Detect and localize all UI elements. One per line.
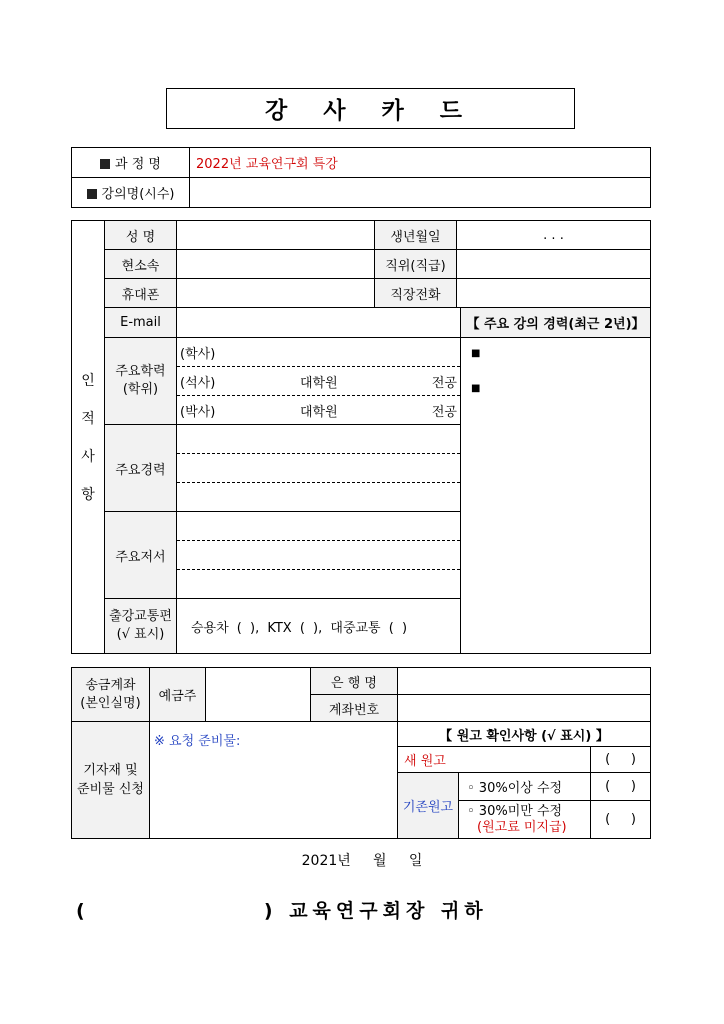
under-30-check[interactable]: ( )	[591, 801, 651, 839]
bank-name-field[interactable]	[398, 668, 651, 695]
account-label: 송금계좌 (본인실명)	[72, 668, 150, 722]
footer-signature: ( ) 교육연구회장 귀하	[76, 900, 488, 922]
bank-table	[71, 667, 651, 839]
mobile-label: 휴대폰	[105, 279, 177, 308]
course-name-label: 과 정 명	[72, 148, 190, 178]
materials-field[interactable]	[150, 722, 398, 839]
career-header: 【 주요 강의 경력(최근 2년)】	[461, 308, 651, 338]
personal-table	[71, 220, 651, 654]
materials-note: ※ 요청 준비물:	[154, 734, 241, 749]
personal-side-label: 인 적 사 항	[72, 221, 105, 654]
mobile-field[interactable]	[177, 279, 375, 308]
name-field[interactable]	[177, 221, 375, 250]
new-manuscript-label: 새 원고	[398, 747, 591, 773]
check-header: 【 원고 확인사항 (√ 표시) 】	[398, 722, 651, 747]
work-phone-field[interactable]	[457, 279, 651, 308]
account-no-label: 계좌번호	[311, 695, 398, 722]
work-phone-label: 직장전화	[375, 279, 457, 308]
affiliation-field[interactable]	[177, 250, 375, 279]
books-label: 주요저서	[105, 512, 177, 599]
affiliation-label: 현소속	[105, 250, 177, 279]
existing-manuscript-label: 기존원고	[398, 773, 459, 839]
birth-label: 생년월일	[375, 221, 457, 250]
transport-field[interactable]: 승용차 ( ), KTX ( ), 대중교통 ( )	[177, 599, 461, 654]
holder-label: 예금주	[150, 668, 206, 722]
new-manuscript-check[interactable]: ( )	[591, 747, 651, 773]
education-row[interactable]: (학사)	[177, 338, 460, 367]
birth-field[interactable]: . . .	[457, 221, 651, 250]
email-field[interactable]	[177, 308, 461, 338]
checkbox-icon	[87, 189, 97, 199]
position-label: 직위(직급)	[375, 250, 457, 279]
holder-field[interactable]	[206, 668, 311, 722]
position-field[interactable]	[457, 250, 651, 279]
under-30-cell	[459, 801, 591, 839]
transport-label: 출강교통편 (√ 표시)	[105, 599, 177, 654]
education-label: 주요학력 (학위)	[105, 338, 177, 425]
course-name-value[interactable]: 2022년 교육연구회 특강	[190, 148, 651, 178]
career-list-field[interactable]	[461, 338, 651, 654]
career-label: 주요경력	[105, 425, 177, 512]
lecture-name-label: 강의명(시수)	[72, 178, 190, 208]
education-row[interactable]: (석사) 대학원 전공	[177, 367, 460, 396]
bullet-icon: ■	[471, 383, 481, 394]
bank-name-label: 은 행 명	[311, 668, 398, 695]
over-30-label: ◦ 30%이상 수정	[459, 773, 591, 801]
career-field[interactable]	[177, 425, 461, 512]
under-30-label: ◦ 30%미만 수정	[467, 803, 563, 819]
course-table	[71, 147, 651, 208]
footer-date: 2021년 월 일	[301, 853, 423, 869]
name-label: 성 명	[105, 221, 177, 250]
books-field[interactable]	[177, 512, 461, 599]
under-30-note: (원고료 미지급)	[477, 819, 567, 835]
materials-label: 기자재 및 준비물 신청	[72, 722, 150, 839]
account-no-field[interactable]	[398, 695, 651, 722]
over-30-check[interactable]: ( )	[591, 773, 651, 801]
lecture-name-field[interactable]	[190, 178, 651, 208]
page-title: 강 사 카 드	[166, 88, 575, 129]
bullet-icon: ■	[471, 348, 481, 359]
checkbox-icon	[100, 159, 110, 169]
email-label: E-mail	[105, 308, 177, 338]
education-field[interactable]	[177, 338, 461, 425]
education-row[interactable]: (박사) 대학원 전공	[180, 404, 457, 420]
